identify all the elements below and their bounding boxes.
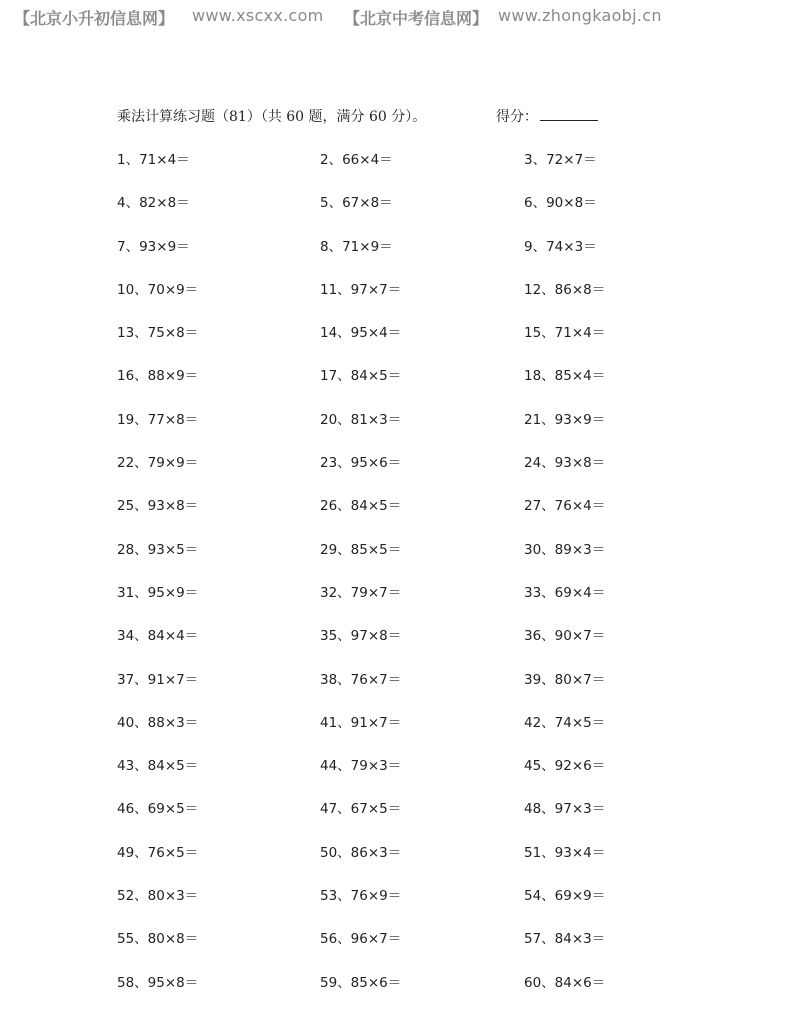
- problem-item: 57、84×3＝: [524, 931, 606, 948]
- problem-item: 43、84×5＝: [117, 758, 199, 775]
- problem-item: 42、74×5＝: [524, 714, 606, 731]
- problem-item: 3、72×7＝: [524, 152, 597, 168]
- problem-item: 5、67×8＝: [320, 195, 393, 212]
- problem-item: 1、71×4＝: [117, 152, 190, 168]
- problem-item: 28、93×5＝: [117, 541, 199, 558]
- problem-item: 46、69×5＝: [117, 801, 199, 818]
- site-header: [14, 6, 804, 32]
- problem-item: 9、74×3＝: [524, 238, 597, 255]
- problem-item: 36、90×7＝: [524, 628, 606, 645]
- problem-item: 56、96×7＝: [320, 931, 402, 948]
- problem-item: 32、79×7＝: [320, 584, 402, 601]
- score-blank-line: [540, 106, 598, 121]
- problem-item: 21、93×9＝: [524, 411, 606, 428]
- problem-item: 18、85×4＝: [524, 368, 606, 385]
- problem-item: 50、86×3＝: [320, 844, 402, 861]
- problem-item: 47、67×5＝: [320, 801, 402, 818]
- problem-item: 31、95×9＝: [117, 584, 199, 601]
- header-org-beijing-zhongkao: 【北京中考信息网】: [344, 9, 489, 28]
- problem-item: 30、89×3＝: [524, 541, 606, 558]
- problem-item: 2、66×4＝: [320, 152, 393, 168]
- problem-grid: [117, 150, 737, 1016]
- header-org-beijing-xiaoshengchu: 【北京小升初信息网】: [14, 9, 175, 28]
- problem-item: 44、79×3＝: [320, 758, 402, 775]
- worksheet-title-row: [117, 106, 717, 128]
- score-field: [496, 106, 598, 126]
- problem-item: 16、88×9＝: [117, 368, 199, 385]
- problem-item: 6、90×8＝: [524, 195, 597, 212]
- problem-item: 10、70×9＝: [117, 281, 199, 298]
- problem-item: 11、97×7＝: [320, 281, 402, 298]
- problem-item: 48、97×3＝: [524, 801, 606, 818]
- problem-item: 58、95×8＝: [117, 974, 199, 991]
- problem-item: 33、69×4＝: [524, 584, 606, 601]
- problem-item: 40、88×3＝: [117, 714, 199, 731]
- problem-item: 7、93×9＝: [117, 238, 190, 255]
- problem-item: 8、71×9＝: [320, 238, 393, 255]
- problem-item: 37、91×7＝: [117, 671, 199, 688]
- problem-item: 59、85×6＝: [320, 974, 402, 991]
- problem-item: 13、75×8＝: [117, 325, 199, 342]
- problem-item: 15、71×4＝: [524, 325, 606, 342]
- problem-item: 41、91×7＝: [320, 714, 402, 731]
- problem-item: 17、84×5＝: [320, 368, 402, 385]
- score-label: 得分：: [496, 109, 538, 125]
- problem-item: 25、93×8＝: [117, 498, 199, 515]
- problem-item: 19、77×8＝: [117, 411, 199, 428]
- problem-item: 14、95×4＝: [320, 325, 402, 342]
- problem-item: 29、85×5＝: [320, 541, 402, 558]
- problem-item: 4、82×8＝: [117, 195, 190, 212]
- problem-item: 20、81×3＝: [320, 411, 402, 428]
- problem-item: 38、76×7＝: [320, 671, 402, 688]
- problem-item: 54、69×9＝: [524, 888, 606, 905]
- problem-item: 51、93×4＝: [524, 844, 606, 861]
- problem-item: 52、80×3＝: [117, 888, 199, 905]
- header-url-zhongkaobj[interactable]: www.zhongkaobj.cn: [498, 6, 662, 25]
- header-url-xscxx[interactable]: www.xscxx.com: [192, 6, 324, 25]
- problem-item: 12、86×8＝: [524, 281, 606, 298]
- problem-item: 23、95×6＝: [320, 455, 402, 472]
- problem-item: 45、92×6＝: [524, 758, 606, 775]
- problem-item: 49、76×5＝: [117, 844, 199, 861]
- problem-item: 60、84×6＝: [524, 974, 606, 991]
- problem-item: 39、80×7＝: [524, 671, 606, 688]
- problem-item: 53、76×9＝: [320, 888, 402, 905]
- problem-item: 27、76×4＝: [524, 498, 606, 515]
- problem-item: 22、79×9＝: [117, 455, 199, 472]
- problem-item: 26、84×5＝: [320, 498, 402, 515]
- problem-item: 35、97×8＝: [320, 628, 402, 645]
- worksheet-title: 乘法计算练习题（81）（共 60 题，满分 60 分）。: [117, 109, 427, 125]
- problem-item: 34、84×4＝: [117, 628, 199, 645]
- problem-item: 24、93×8＝: [524, 455, 606, 472]
- problem-item: 55、80×8＝: [117, 931, 199, 948]
